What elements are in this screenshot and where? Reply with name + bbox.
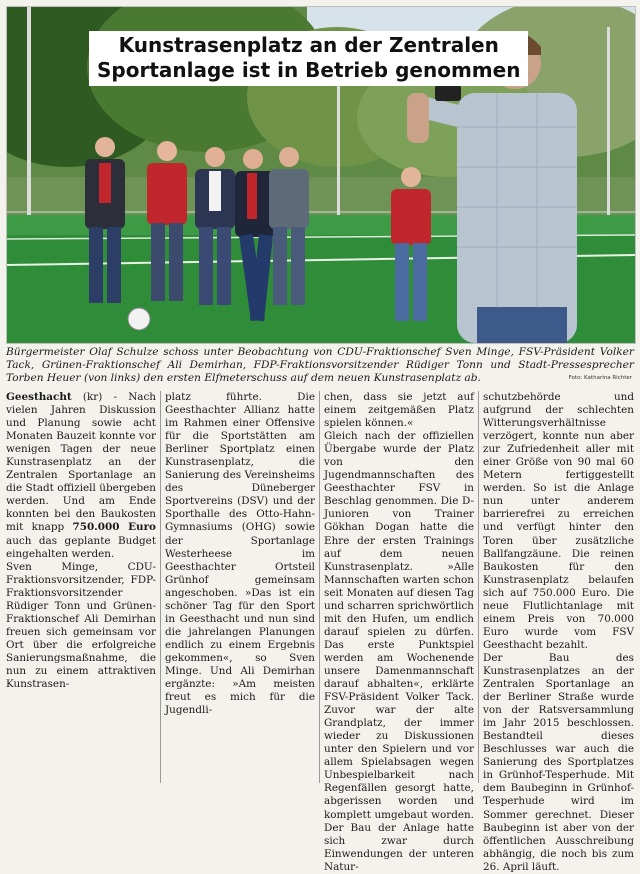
dateline: Geesthacht [6,391,72,403]
article-column-4 [483,391,634,873]
article-column-3 [324,391,474,873]
article-photo [6,6,636,344]
column-1-rest-text: auch das geplante Budget eingehalten werden. [6,534,156,560]
headline-line-1: Kunstrasenplatz an der Zentralen [118,33,499,57]
column-1-paragraph-1 [6,391,156,561]
photo-credit: Foto: Katharina Richter [568,375,632,381]
cost-amount: 750.000 Euro [72,521,156,534]
photo-caption: Bürgermeister Olaf Schulze schoss unter Beobachtung von CDU-Fraktionschef Sven Minge, FSV-Präsident Volker Tack, Grünen-Fraktionschef Ali Demirhan, FDP-Fraktionsvorsitzender Rüdiger Tonn und Stadt-Pressesprecher Torben Heuer (von links) den ersten Elfmeterschuss auf dem neuen Kunstrasenplatz ab. [6,346,634,385]
article-column-2 [165,391,315,783]
column-3-paragraph-2: Gleich nach der offiziellen Übergabe wurde der Platz von den Jugendmannschaften des Geesthachter FSV in Beschlag genommen. Die D-Junioren von Trainer Gökhan Dogan hatte die Ehre der ersten Trainings auf dem neuen Kunstrasenplatz. »Alle Mannschaften warten schon seit Monaten auf diesen Tag und scharren sprichwörtlich mit den Hufen, um endlich darauf spielen zu dürfen. Das erste Punktspiel werden am Wochenende unsere Damenmannschaft darauf abhalten«, erklärte FSV-Präsident Volker Tack. Zuvor war der alte Grandplatz, der immer wieder zu Diskussionen unter den Spielern und vor allem Spielabsagen wegen Unbespielbarkeit nach Regenfällen gesorgt hatte, abgerissen worden und komplett umgebaut worden. Der Bau der Anlage hatte sich zwar durch Einwendungen der unteren Natur- [324,430,474,873]
headline [89,31,528,86]
column-2-paragraph: platz führte. Die Geesthachter Allianz hatte im Rahmen einer Offensive für die Sportstätten am Berliner Sportplatz einen Kunstrasenplatz, die Sanierung des Vereinsheims des Düneberger Sportvereins (DSV) und der Sporthalle des Otto-Hahn-Gymnasiums (OHG) sowie der Sportanlage Westerheese im Geesthachter Ortsteil Grünhof gemeinsam angeschoben. »Das ist ein schöner Tag für den Sport in Geesthacht und nun sind die jahrelangen Planungen endlich zu einem Ergebnis gekommen«, so Sven Minge. Und Ali Demirhan ergänzte: »Am meisten freut es mich für die Jugendli- [165,391,315,717]
column-3-paragraph-1: chen, dass sie jetzt auf einem zeitgemäßen Platz spielen können.« [324,391,474,430]
column-1-paragraph-2: Sven Minge, CDU-Fraktionsvorsitzender, FDP-Fraktionsvorsitzender Rüdiger Tonn und Grünen-Fraktionschef Ali Demirhan freuen sich gemeinsam vor Ort über die erfolgreiche Sanierungsmaßnahme, die nun zu einem attraktiven Kunstrasen- [6,560,156,691]
column-4-paragraph-2: Der Bau des Kunstrasenplatzes an der Zentralen Sportanlage an der Berliner Straße wurde von der Ratsversammlung im Jahr 2015 beschlossen. Bestandteil dieses Beschlusses war auch die Sanierung des Sportplatzes in Grünhof-Tesperhude. Mit dem Baubeginn in Grünhof-Tesperhude wird im Sommer gerechnet. Dieser Baubeginn ist aber von der öffentlichen Ausschreibung abhängig, die noch bis zum 26. April läuft. [483,651,634,873]
article-body [6,391,634,873]
article-column-1 [6,391,156,783]
headline-line-2: Sportanlage ist in Betrieb genommen [97,58,521,82]
column-4-paragraph-1: schutzbehörde und aufgrund der schlechten Witterungsverhältnisse verzögert, konnte nun aber zur Zufriedenheit aller mit einer Größe von 90 mal 60 Metern fertiggestellt werden. So ist die Anlage nun unter anderem barrierefrei zu erreichen und verfügt hinter den Toren über zusätzliche Ballfangzäune. Die reinen Baukosten für den Kunstrasenplatz belaufen sich auf 750.000 Euro. Die neue Flutlichtanlage mit einem Preis von 70.000 Euro wurde vom FSV Geesthacht bezahlt. [483,391,634,651]
column-1-intro-text: (kr) - Nach vielen Jahren Diskussion und Planung sowie acht Monaten Bauzeit konnte vor wenigen Tagen der neue Kunstrasenplatz an der Zentralen Sportanlage an die Stadt offiziell übergeben werden. Und am Ende konnten bei den Baukosten mit knapp [6,391,156,534]
column-divider [319,391,320,783]
column-divider [478,391,479,783]
column-divider [160,391,161,783]
